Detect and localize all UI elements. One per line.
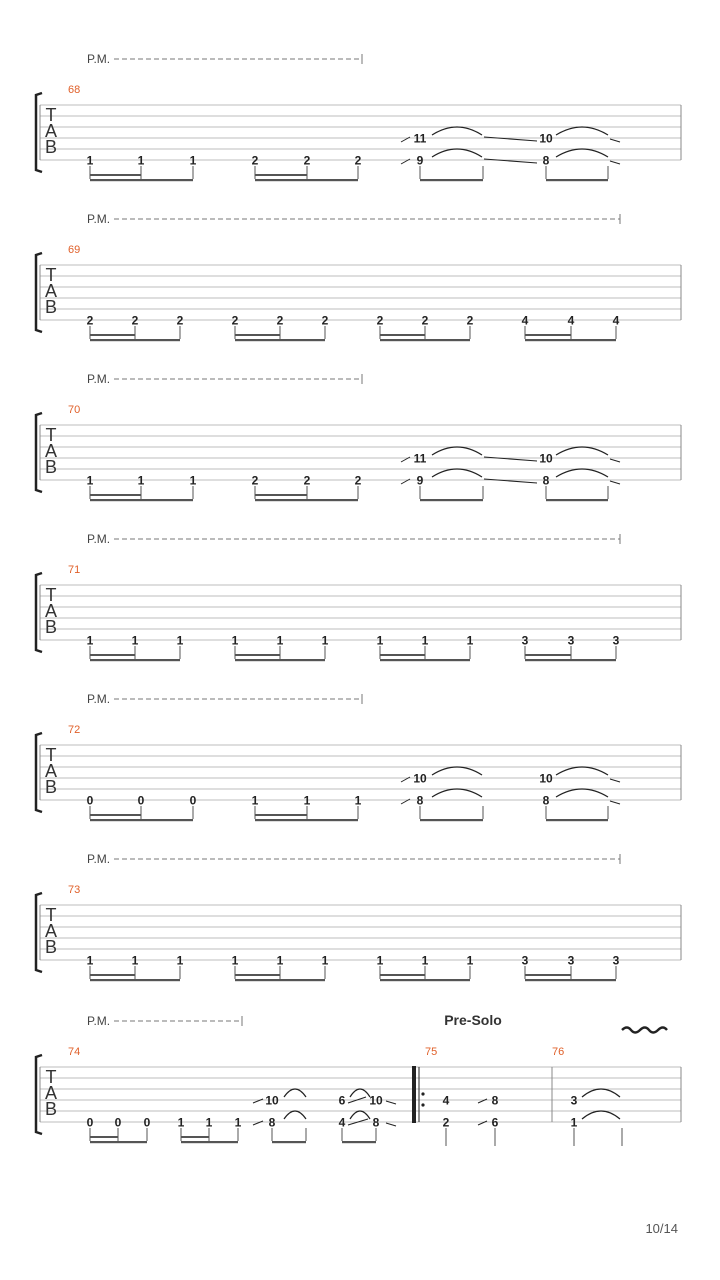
fret-number: 8 bbox=[268, 1115, 276, 1130]
fret-number: 1 bbox=[276, 953, 284, 968]
tab-clef-icon: B bbox=[44, 617, 58, 637]
tab-clef-icon: T bbox=[45, 745, 57, 765]
beam bbox=[525, 334, 571, 336]
fret-number: 2 bbox=[176, 313, 184, 328]
beam bbox=[235, 334, 280, 336]
fret-number: 1 bbox=[234, 1115, 242, 1130]
beam bbox=[546, 179, 608, 181]
tab-clef-icon: B bbox=[44, 1099, 58, 1119]
fret-number: 1 bbox=[176, 633, 184, 648]
beam bbox=[525, 979, 616, 981]
fret-number: 9 bbox=[416, 473, 424, 488]
fret-number: 6 bbox=[338, 1093, 346, 1108]
fret-number: 2 bbox=[231, 313, 239, 328]
tab-clef-icon: B bbox=[44, 777, 58, 797]
fret-number: 3 bbox=[570, 1093, 578, 1108]
palm-mute-label: P.M. bbox=[87, 212, 111, 226]
repeat-start-icon bbox=[421, 1103, 424, 1106]
fret-number: 0 bbox=[143, 1115, 151, 1130]
fret-number: 1 bbox=[131, 633, 139, 648]
tab-clef-icon: B bbox=[44, 937, 58, 957]
fret-number: 1 bbox=[137, 153, 145, 168]
fret-number: 6 bbox=[491, 1115, 499, 1130]
fret-number: 1 bbox=[86, 953, 94, 968]
fret-number: 3 bbox=[612, 953, 620, 968]
beam bbox=[235, 974, 280, 976]
slide-icon bbox=[610, 779, 620, 782]
tab-clef-icon: A bbox=[44, 1083, 58, 1103]
fret-number: 1 bbox=[177, 1115, 185, 1130]
beam bbox=[90, 659, 180, 661]
beam bbox=[255, 494, 307, 496]
beam bbox=[90, 499, 193, 501]
fret-number: 0 bbox=[86, 1115, 94, 1130]
tab-system bbox=[36, 692, 681, 821]
beam bbox=[420, 499, 483, 501]
fret-number: 1 bbox=[205, 1115, 213, 1130]
fret-number: 1 bbox=[231, 633, 239, 648]
fret-number: 10 bbox=[265, 1093, 279, 1108]
beam bbox=[90, 339, 180, 341]
fret-number: 1 bbox=[321, 953, 329, 968]
palm-mute-label: P.M. bbox=[87, 692, 111, 706]
fret-number: 2 bbox=[86, 313, 94, 328]
fret-number: 1 bbox=[354, 793, 362, 808]
fret-number: 2 bbox=[251, 473, 259, 488]
measure-number: 68 bbox=[68, 84, 81, 96]
beam bbox=[90, 494, 141, 496]
fret-number: 1 bbox=[570, 1115, 578, 1130]
beam bbox=[546, 819, 608, 821]
measure-number: 72 bbox=[68, 724, 81, 736]
fret-number: 8 bbox=[542, 793, 550, 808]
tab-clef-icon: T bbox=[45, 585, 57, 605]
tab-clef-icon: B bbox=[44, 297, 58, 317]
palm-mute-label: P.M. bbox=[87, 1014, 111, 1028]
fret-number: 2 bbox=[321, 313, 329, 328]
fret-number: 4 bbox=[338, 1115, 346, 1130]
beam bbox=[255, 174, 307, 176]
measure-number: 70 bbox=[68, 404, 81, 416]
fret-number: 0 bbox=[137, 793, 145, 808]
fret-number: 9 bbox=[416, 153, 424, 168]
palm-mute-label: P.M. bbox=[87, 532, 111, 546]
fret-number: 1 bbox=[251, 793, 259, 808]
slide-icon bbox=[386, 1123, 396, 1126]
beam bbox=[255, 179, 358, 181]
beam bbox=[525, 339, 616, 341]
tie-arc-icon bbox=[582, 1111, 620, 1119]
measure-number: 76 bbox=[552, 1046, 565, 1058]
fret-number: 2 bbox=[466, 313, 474, 328]
tab-clef-icon: A bbox=[44, 601, 58, 621]
measure-number: 73 bbox=[68, 884, 81, 896]
slide-icon bbox=[610, 139, 620, 142]
beam bbox=[181, 1136, 209, 1138]
fret-number: 2 bbox=[303, 473, 311, 488]
fret-number: 2 bbox=[276, 313, 284, 328]
tab-clef-icon: T bbox=[45, 1067, 57, 1087]
fret-number: 1 bbox=[376, 633, 384, 648]
beam bbox=[342, 1141, 376, 1143]
fret-number: 1 bbox=[321, 633, 329, 648]
beam bbox=[90, 814, 141, 816]
tab-clef-icon: T bbox=[45, 905, 57, 925]
measure-number: 74 bbox=[68, 1046, 81, 1058]
beam bbox=[90, 819, 193, 821]
fret-number: 1 bbox=[189, 473, 197, 488]
tab-system bbox=[36, 52, 681, 181]
beam bbox=[90, 179, 193, 181]
fret-number: 2 bbox=[251, 153, 259, 168]
fret-number: 4 bbox=[567, 313, 575, 328]
fret-number: 11 bbox=[413, 131, 427, 146]
tie-arc-icon bbox=[432, 469, 482, 477]
fret-number: 1 bbox=[86, 633, 94, 648]
fret-number: 10 bbox=[413, 771, 427, 786]
fret-number: 2 bbox=[354, 473, 362, 488]
beam bbox=[546, 499, 608, 501]
tab-clef-icon: A bbox=[44, 921, 58, 941]
palm-mute-label: P.M. bbox=[87, 372, 111, 386]
beam bbox=[90, 654, 135, 656]
beam bbox=[525, 659, 616, 661]
fret-number: 1 bbox=[276, 633, 284, 648]
tab-system bbox=[36, 532, 681, 661]
fret-number: 1 bbox=[376, 953, 384, 968]
beam bbox=[380, 974, 425, 976]
tie-arc-icon bbox=[556, 789, 608, 797]
tab-clef-icon: A bbox=[44, 441, 58, 461]
beam bbox=[235, 654, 280, 656]
fret-number: 4 bbox=[612, 313, 620, 328]
fret-number: 1 bbox=[421, 633, 429, 648]
fret-number: 4 bbox=[442, 1093, 450, 1108]
beam bbox=[380, 339, 470, 341]
tab-system bbox=[36, 372, 681, 501]
beam bbox=[235, 979, 325, 981]
tie-arc-icon bbox=[350, 1089, 370, 1097]
fret-number: 2 bbox=[354, 153, 362, 168]
tie-arc-icon bbox=[350, 1111, 370, 1119]
fret-number: 1 bbox=[466, 633, 474, 648]
fret-number: 2 bbox=[376, 313, 384, 328]
beam bbox=[255, 499, 358, 501]
fret-number: 11 bbox=[413, 451, 427, 466]
tab-clef-icon: T bbox=[45, 265, 57, 285]
fret-number: 0 bbox=[189, 793, 197, 808]
tab-system bbox=[36, 852, 681, 981]
tie-arc-icon bbox=[432, 447, 482, 455]
beam bbox=[420, 179, 483, 181]
repeat-start-icon bbox=[421, 1092, 424, 1095]
fret-number: 1 bbox=[131, 953, 139, 968]
beam bbox=[525, 974, 571, 976]
fret-number: 1 bbox=[466, 953, 474, 968]
beam bbox=[420, 819, 483, 821]
beam bbox=[380, 979, 470, 981]
beam bbox=[380, 334, 425, 336]
beam bbox=[90, 974, 135, 976]
palm-mute-label: P.M. bbox=[87, 852, 111, 866]
beam bbox=[90, 1136, 118, 1138]
beam bbox=[235, 659, 325, 661]
fret-number: 2 bbox=[131, 313, 139, 328]
tie-arc-icon bbox=[556, 447, 608, 455]
tie-arc-icon bbox=[556, 127, 608, 135]
fret-number: 10 bbox=[539, 451, 553, 466]
tab-clef-icon: A bbox=[44, 121, 58, 141]
beam bbox=[380, 659, 470, 661]
vibrato-icon bbox=[622, 1028, 667, 1033]
palm-mute-label: P.M. bbox=[87, 52, 111, 66]
tie-arc-icon bbox=[582, 1089, 620, 1097]
fret-number: 10 bbox=[369, 1093, 383, 1108]
fret-number: 8 bbox=[416, 793, 424, 808]
beam bbox=[90, 174, 141, 176]
fret-number: 3 bbox=[612, 633, 620, 648]
fret-number: 1 bbox=[303, 793, 311, 808]
measure-number: 71 bbox=[68, 564, 81, 576]
fret-number: 3 bbox=[567, 953, 575, 968]
fret-number: 2 bbox=[421, 313, 429, 328]
slide-icon bbox=[610, 161, 620, 164]
slide-icon bbox=[610, 481, 620, 484]
beam bbox=[380, 654, 425, 656]
fret-number: 0 bbox=[114, 1115, 122, 1130]
tab-clef-icon: B bbox=[44, 457, 58, 477]
beam bbox=[255, 814, 307, 816]
repeat-start-icon bbox=[412, 1066, 416, 1123]
tie-arc-icon bbox=[284, 1089, 306, 1097]
tab-clef-icon: B bbox=[44, 137, 58, 157]
fret-number: 1 bbox=[86, 473, 94, 488]
beam bbox=[90, 334, 135, 336]
fret-number: 1 bbox=[421, 953, 429, 968]
section-label: Pre-Solo bbox=[444, 1012, 502, 1028]
fret-number: 8 bbox=[542, 153, 550, 168]
slide-icon bbox=[386, 1101, 396, 1104]
fret-number: 10 bbox=[539, 131, 553, 146]
fret-number: 3 bbox=[521, 633, 529, 648]
measure-number: 69 bbox=[68, 244, 81, 256]
fret-number: 8 bbox=[542, 473, 550, 488]
tab-clef-icon: A bbox=[44, 281, 58, 301]
tie-arc-icon bbox=[432, 789, 482, 797]
fret-number: 8 bbox=[372, 1115, 380, 1130]
tab-clef-icon: T bbox=[45, 105, 57, 125]
beam bbox=[255, 819, 358, 821]
beam bbox=[90, 979, 180, 981]
fret-number: 1 bbox=[137, 473, 145, 488]
tie-arc-icon bbox=[432, 149, 482, 157]
tie-arc-icon bbox=[556, 767, 608, 775]
fret-number: 3 bbox=[521, 953, 529, 968]
fret-number: 2 bbox=[303, 153, 311, 168]
tie-arc-icon bbox=[284, 1111, 306, 1119]
fret-number: 2 bbox=[442, 1115, 450, 1130]
fret-number: 1 bbox=[86, 153, 94, 168]
beam bbox=[235, 339, 325, 341]
fret-number: 10 bbox=[539, 771, 553, 786]
fret-number: 1 bbox=[189, 153, 197, 168]
beam bbox=[181, 1141, 238, 1143]
tie-arc-icon bbox=[432, 127, 482, 135]
beam bbox=[272, 1141, 306, 1143]
fret-number: 3 bbox=[567, 633, 575, 648]
page-number: 10/14 bbox=[645, 1221, 678, 1236]
fret-number: 1 bbox=[231, 953, 239, 968]
slide-icon bbox=[610, 801, 620, 804]
tab-system bbox=[36, 212, 681, 341]
fret-number: 4 bbox=[521, 313, 529, 328]
tab-system bbox=[36, 1012, 681, 1146]
fret-number: 0 bbox=[86, 793, 94, 808]
beam bbox=[525, 654, 571, 656]
fret-number: 8 bbox=[491, 1093, 499, 1108]
tie-arc-icon bbox=[556, 469, 608, 477]
tab-clef-icon: T bbox=[45, 425, 57, 445]
measure-number: 75 bbox=[425, 1046, 438, 1058]
beam bbox=[90, 1141, 147, 1143]
slide-icon bbox=[610, 459, 620, 462]
tie-arc-icon bbox=[556, 149, 608, 157]
tie-arc-icon bbox=[432, 767, 482, 775]
tab-clef-icon: A bbox=[44, 761, 58, 781]
fret-number: 1 bbox=[176, 953, 184, 968]
